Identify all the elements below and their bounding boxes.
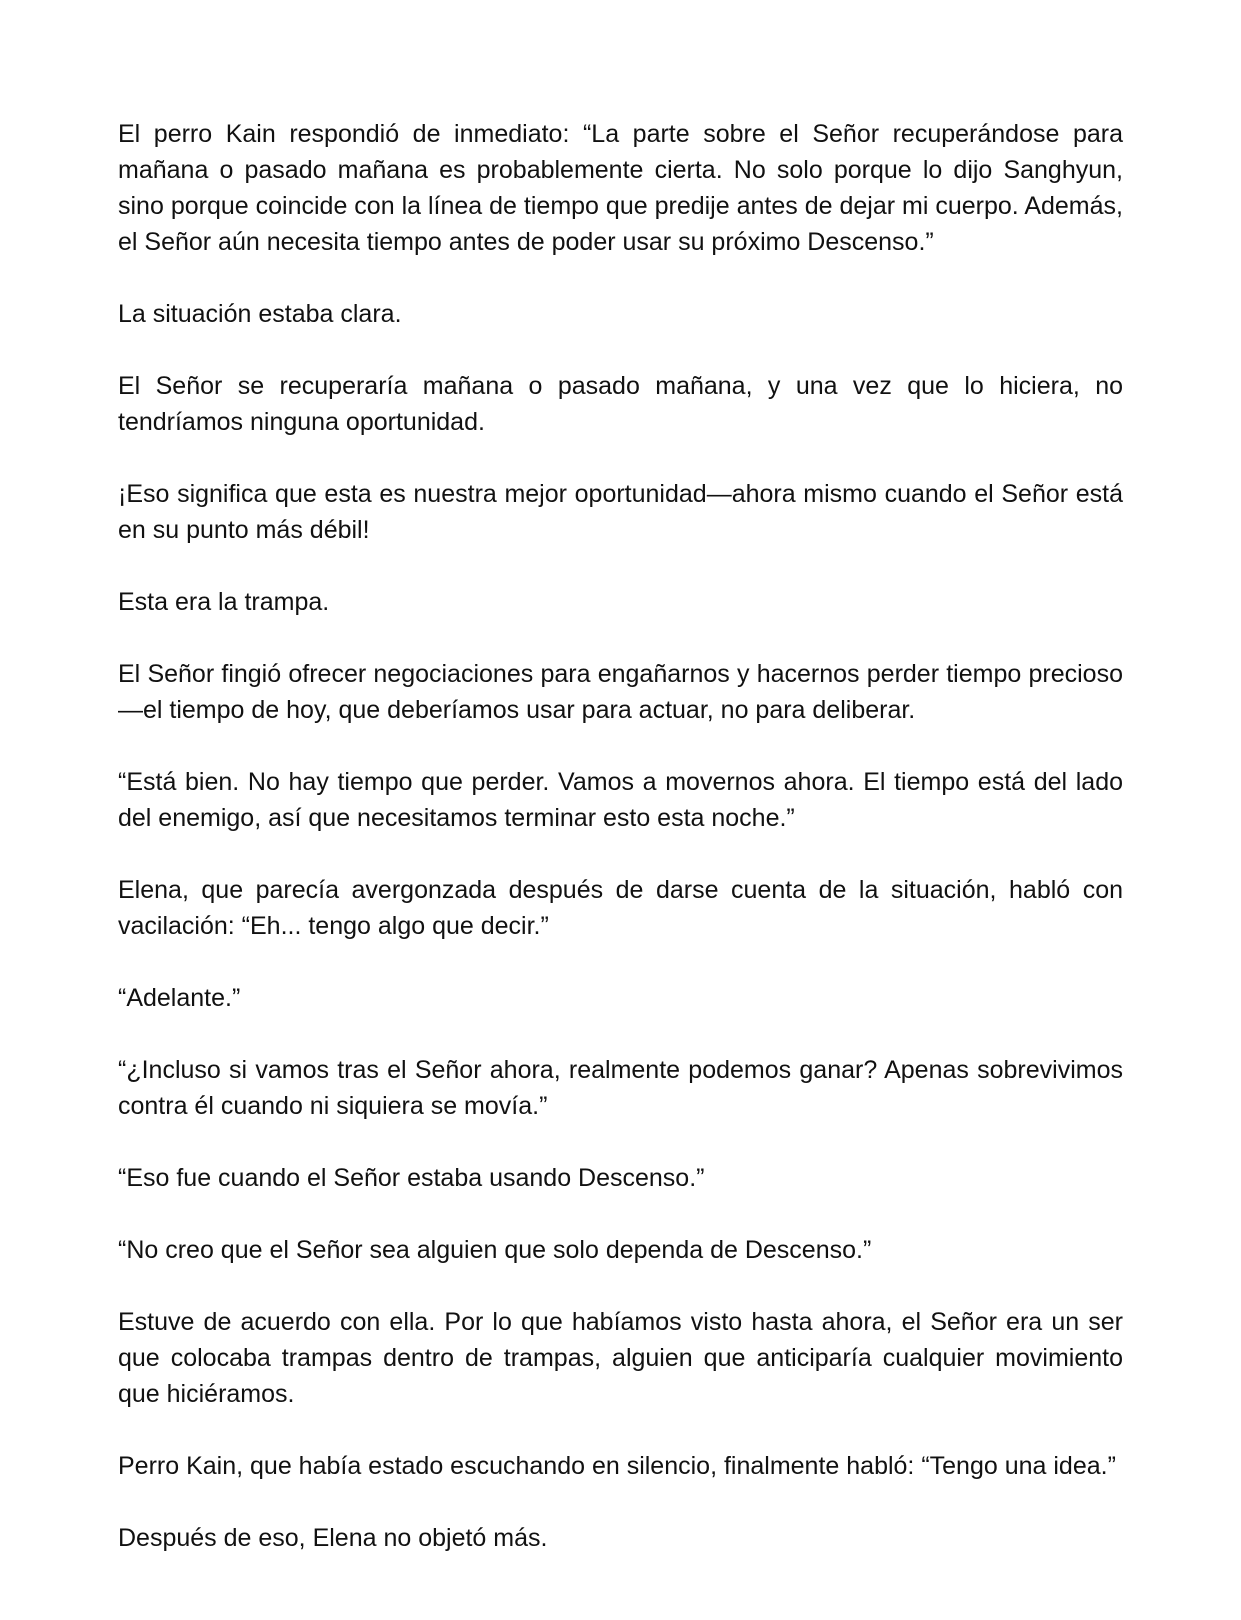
paragraph-9: “Adelante.” [118,984,241,1012]
paragraph-10: “¿Incluso si vamos tras el Señor ahora, realmente podemos ganar? Apenas sobrevivimos contra él cuando ni siquiera se movía.” [118,1056,1123,1120]
paragraph-13: Estuve de acuerdo con ella. Por lo que habíamos visto hasta ahora, el Señor era un ser que colocaba trampas dentro de trampas, alguien que anticiparía cualquier movimiento que hiciéramos. [118,1308,1123,1408]
paragraph-8: Elena, que parecía avergonzada después de darse cuenta de la situación, habló con vacilación: “Eh... tengo algo que decir.” [118,876,1123,940]
paragraph-5: Esta era la trampa. [118,588,330,616]
document-body [118,116,1123,1556]
paragraph-7: “Está bien. No hay tiempo que perder. Vamos a movernos ahora. El tiempo está del lado del enemigo, así que necesitamos terminar esto esta noche.” [118,768,1123,832]
paragraph-2: La situación estaba clara. [118,300,402,328]
paragraph-6: El Señor fingió ofrecer negociaciones para engañarnos y hacernos perder tiempo precioso—el tiempo de hoy, que deberíamos usar para actuar, no para deliberar. [118,660,1123,724]
paragraph-4: ¡Eso significa que esta es nuestra mejor oportunidad—ahora mismo cuando el Señor está en su punto más débil! [118,480,1123,544]
paragraph-15: Después de eso, Elena no objetó más. [118,1524,548,1552]
paragraph-14: Perro Kain, que había estado escuchando en silencio, finalmente habló: “Tengo una idea.” [118,1452,1116,1480]
paragraph-11: “Eso fue cuando el Señor estaba usando Descenso.” [118,1164,705,1192]
paragraph-3: El Señor se recuperaría mañana o pasado mañana, y una vez que lo hiciera, no tendríamos ninguna oportunidad. [118,372,1123,436]
paragraph-1: El perro Kain respondió de inmediato: “La parte sobre el Señor recuperándose para mañana o pasado mañana es probablemente cierta. No solo porque lo dijo Sanghyun, sino porque coincide con la línea de tiempo que predije antes de dejar mi cuerpo. Además, el Señor aún necesita tiempo antes de poder usar su próximo Descenso.” [118,120,1123,256]
paragraph-12: “No creo que el Señor sea alguien que solo dependa de Descenso.” [118,1236,872,1264]
